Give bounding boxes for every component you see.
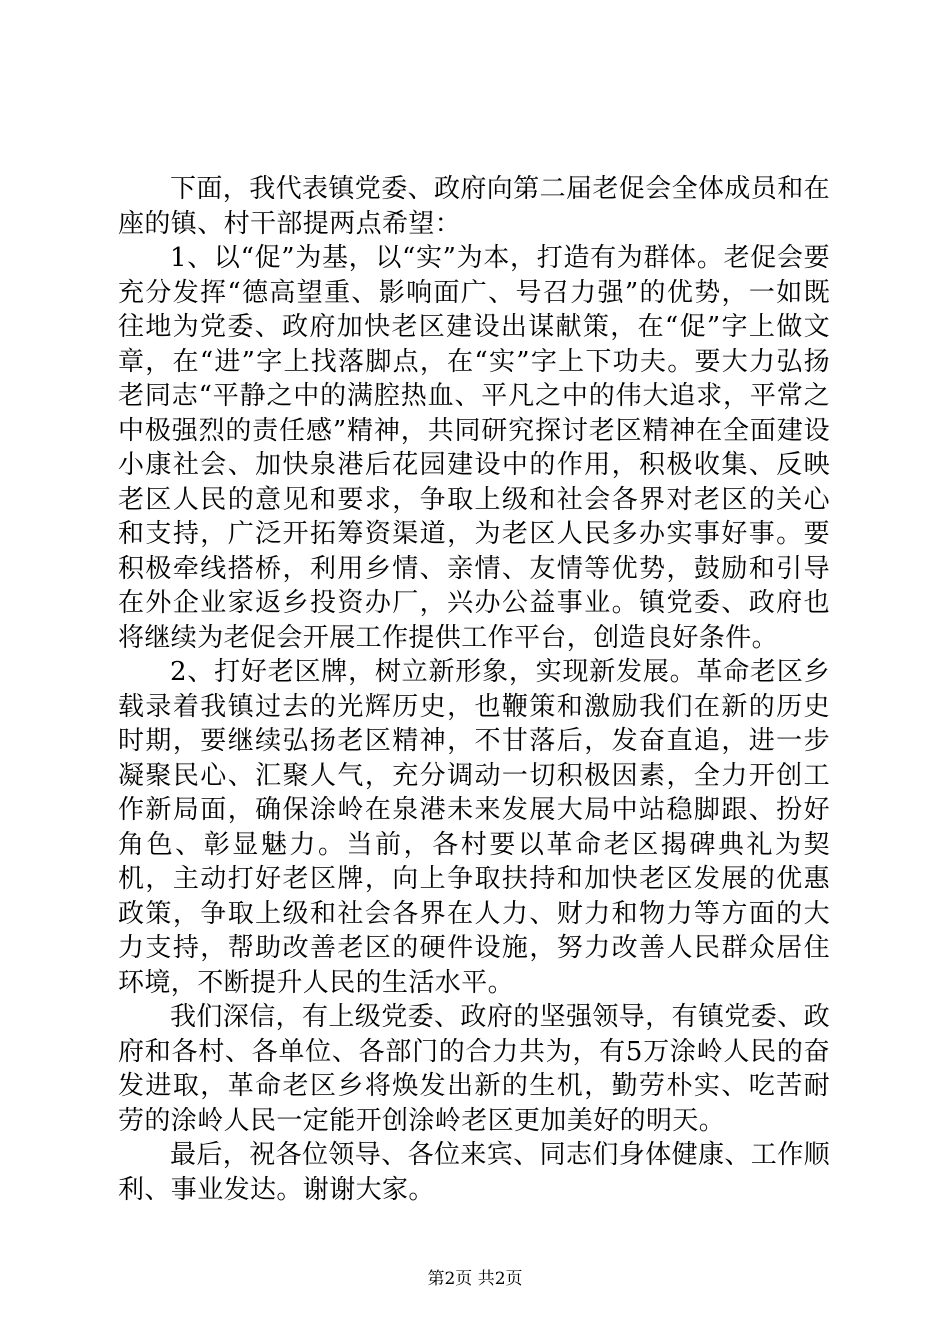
- paragraph-closing: 最后，祝各位领导、各位来宾、同志们身体健康、工作顺利、事业发达。谢谢大家。: [118, 1140, 831, 1205]
- paragraph-intro: 下面，我代表镇党委、政府向第二届老促会全体成员和在座的镇、村干部提两点希望：: [118, 174, 831, 239]
- page-number-footer: 第2页 共2页: [427, 1269, 523, 1289]
- paragraph-belief: 我们深信，有上级党委、政府的坚强领导，有镇党委、政府和各村、各单位、各部门的合力共为，有5万涂岭人民的奋发进取，革命老区乡将焕发出新的生机，勤劳朴实、吃苦耐劳的涂岭人民一定能开创涂岭老区更加美好的明天。: [118, 1002, 831, 1136]
- paragraph-point-2: 2、打好老区牌，树立新形象，实现新发展。革命老区乡载录着我镇过去的光辉历史，也鞭策和激励我们在新的历史时期，要继续弘扬老区精神，不甘落后，发奋直追，进一步凝聚民心、汇聚人气，充分调动一切积极因素，全力开创工作新局面，确保涂岭在泉港未来发展大局中站稳脚跟、扮好角色、彰显魅力。当前，各村要以革命老区揭碑典礼为契机，主动打好老区牌，向上争取扶持和加快老区发展的优惠政策，争取上级和社会各界在人力、财力和物力等方面的大力支持，帮助改善老区的硬件设施，努力改善人民群众居住环境，不断提升人民的生活水平。: [118, 657, 830, 998]
- document-body: [118, 172, 830, 1207]
- paragraph-point-1: 1、以“促”为基，以“实”为本，打造有为群体。老促会要充分发挥“德高望重、影响面广、号召力强”的优势，一如既往地为党委、政府加快老区建设出谋献策，在“促”字上做文章，在“进”字上找落脚点，在“实”字上下功夫。要大力弘扬老同志“平静之中的满腔热血、平凡之中的伟大追求，平常之中极强烈的责任感”精神，共同研究探讨老区精神在全面建设小康社会、加快泉港后花园建设中的作用，积极收集、反映老区人民的意见和要求，争取上级和社会各界对老区的关心和支持，广泛开拓筹资渠道，为老区人民多办实事好事。要积极牵线搭桥，利用乡情、亲情、友情等优势，鼓励和引导在外企业家返乡投资办厂，兴办公益事业。镇党委、政府也将继续为老促会开展工作提供工作平台，创造良好条件。: [118, 243, 830, 653]
